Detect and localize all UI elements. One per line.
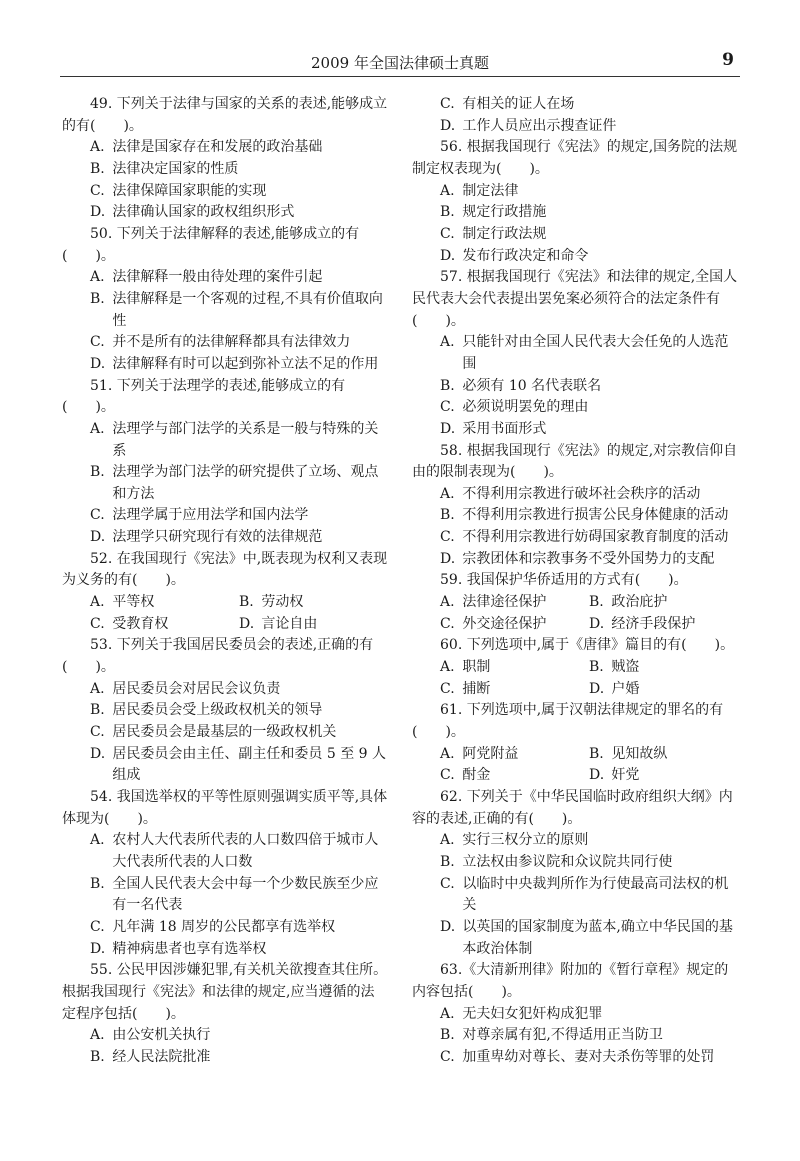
option-a <box>412 830 738 852</box>
option-label: A. <box>90 269 105 286</box>
option-text: 法律保障国家职能的实现 <box>112 182 267 199</box>
option-text: 法律解释是一个客观的过程,不具有价值取向性 <box>112 290 383 329</box>
option-text: 实行三权分立的原则 <box>462 832 589 849</box>
header-title: 2009 年全国法律硕士真题 <box>311 54 489 72</box>
option-label: C. <box>440 529 455 546</box>
option-text: 法律决定国家的性质 <box>112 160 239 177</box>
option-label: A. <box>440 485 455 502</box>
option-a <box>62 1025 388 1047</box>
question-51 <box>62 376 388 549</box>
option-text: 居民委员会由主任、副主任和委员 5 至 9 人组成 <box>112 745 387 784</box>
option-a <box>412 1004 738 1026</box>
option-c <box>412 224 738 246</box>
option-text: 法律途径保护 <box>462 594 547 611</box>
option-text: 农村人大代表所代表的人口数四倍于城市人大代表所代表的人口数 <box>112 832 379 870</box>
option-text: 酎金 <box>462 767 491 784</box>
option-text: 法律确认国家的政权组织形式 <box>112 204 295 221</box>
option-a <box>440 592 589 614</box>
option-a <box>412 484 738 506</box>
option-text: 居民委员会是最基层的一级政权机关 <box>112 724 337 741</box>
option-label: A. <box>90 680 105 697</box>
option-label: B. <box>90 875 105 892</box>
option-label: C. <box>440 875 455 892</box>
option-c <box>62 332 388 354</box>
option-c <box>440 614 589 636</box>
question-60 <box>412 635 738 700</box>
option-label: A. <box>90 420 105 437</box>
option-d <box>62 202 388 224</box>
option-a <box>412 332 738 375</box>
option-label: C. <box>440 96 455 112</box>
question-50 <box>62 224 388 376</box>
option-b <box>589 657 738 679</box>
option-label: A. <box>90 594 105 611</box>
option-label: C. <box>90 918 105 935</box>
option-d <box>589 765 738 787</box>
option-text: 必须说明罢免的理由 <box>462 399 589 416</box>
option-row <box>412 657 738 679</box>
option-text: 职制 <box>462 659 491 676</box>
option-label: C. <box>440 1048 455 1065</box>
option-a <box>412 181 738 203</box>
question-stem: 51. 下列关于法理学的表述,能够成立的有( )。 <box>62 377 346 416</box>
option-text: 平等权 <box>112 594 155 611</box>
option-text: 奸党 <box>611 767 640 784</box>
option-text: 法律是国家存在和发展的政治基础 <box>112 139 323 156</box>
question-55-continued <box>412 94 738 137</box>
option-text: 法理学为部门法学的研究提供了立场、观点和方法 <box>112 464 379 502</box>
option-c <box>62 505 388 527</box>
question-stem: 53. 下列关于我国居民委员会的表述,正确的有( )。 <box>62 637 374 676</box>
option-b <box>62 1047 388 1069</box>
option-text: 由公安机关执行 <box>112 1027 211 1044</box>
option-d <box>412 549 738 571</box>
option-b <box>589 744 738 766</box>
option-row <box>412 765 738 787</box>
option-text: 以英国的国家制度为蓝本,确立中华民国的基本政治体制 <box>462 918 733 957</box>
option-label: C. <box>440 615 455 632</box>
option-label: D. <box>589 615 605 632</box>
question-53 <box>62 635 388 787</box>
option-label: A. <box>440 334 455 351</box>
question-stem: 61. 下列选项中,属于汉朝法律规定的罪名的有( )。 <box>412 702 724 741</box>
option-c <box>440 765 589 787</box>
option-text: 法律解释有时可以起到弥补立法不足的作用 <box>112 355 379 372</box>
option-c <box>62 181 388 203</box>
option-label: B. <box>589 594 604 611</box>
option-label: B. <box>90 160 105 177</box>
option-text: 言论自由 <box>261 615 318 632</box>
option-label: C. <box>440 399 455 416</box>
option-text: 经济手段保护 <box>611 615 696 632</box>
option-label: A. <box>440 1005 455 1022</box>
option-label: C. <box>90 615 105 632</box>
option-text: 受教育权 <box>112 615 169 632</box>
option-label: C. <box>440 767 455 784</box>
option-text: 采用书面形式 <box>462 420 547 437</box>
option-label: D. <box>440 247 456 264</box>
option-label: B. <box>90 464 105 481</box>
option-label: D. <box>90 940 106 957</box>
question-stem: 49. 下列关于法律与国家的关系的表述,能够成立的有( )。 <box>62 96 388 134</box>
option-a <box>440 744 589 766</box>
option-text: 捕断 <box>462 680 491 697</box>
option-c <box>440 679 589 701</box>
option-b <box>239 592 388 614</box>
option-text: 全国人民代表大会中每一个少数民族至少应有一名代表 <box>112 875 379 914</box>
option-text: 无夫妇女犯奸构成犯罪 <box>462 1005 603 1022</box>
option-c <box>412 397 738 419</box>
option-b <box>589 592 738 614</box>
option-text: 加重卑幼对尊长、妻对夫杀伤等罪的处罚 <box>462 1048 715 1065</box>
question-stem: 59. 我国保护华侨适用的方式有( )。 <box>440 572 688 589</box>
option-text: 贼盗 <box>611 659 640 676</box>
option-text: 对尊亲属有犯,不得适用正当防卫 <box>462 1027 663 1044</box>
option-d <box>62 939 388 961</box>
option-b <box>412 852 738 874</box>
option-label: C. <box>440 680 455 697</box>
option-text: 精神病患者也享有选举权 <box>112 940 267 957</box>
question-stem: 52. 在我国现行《宪法》中,既表现为权利又表现为义务的有( )。 <box>62 550 388 589</box>
option-text: 法理学只研究现行有效的法律规范 <box>112 529 323 546</box>
option-label: A. <box>440 182 455 199</box>
option-text: 户婚 <box>611 680 640 697</box>
option-b <box>412 505 738 527</box>
option-label: B. <box>440 853 455 870</box>
option-b <box>412 202 738 224</box>
option-label: B. <box>589 659 604 676</box>
option-row <box>412 744 738 766</box>
option-label: B. <box>90 290 105 307</box>
option-row <box>412 614 738 636</box>
question-stem: 56. 根据我国现行《宪法》的规定,国务院的法规制定权表现为( )。 <box>412 139 738 177</box>
option-text: 外交途径保护 <box>462 615 547 632</box>
option-text: 居民委员会受上级政权机关的领导 <box>112 702 323 719</box>
option-label: B. <box>440 1027 455 1044</box>
option-b <box>412 1025 738 1047</box>
option-label: B. <box>440 507 455 524</box>
question-stem: 58. 根据我国现行《宪法》的规定,对宗教信仰自由的限制表现为( )。 <box>412 442 738 481</box>
option-d <box>62 527 388 549</box>
option-label: B. <box>440 204 455 221</box>
option-text: 凡年满 18 周岁的公民都享有选举权 <box>112 918 336 935</box>
option-text: 只能针对由全国人民代表大会任免的人选范围 <box>462 334 729 372</box>
option-label: B. <box>589 745 604 762</box>
option-text: 阿党附益 <box>462 745 519 762</box>
option-label: C. <box>90 334 105 351</box>
option-row <box>412 679 738 701</box>
option-b <box>62 462 388 505</box>
option-a <box>62 419 388 462</box>
option-text: 法理学属于应用法学和国内法学 <box>112 507 309 524</box>
left-column <box>62 94 388 1069</box>
option-label: D. <box>239 615 255 632</box>
option-label: A. <box>90 1027 105 1044</box>
option-label: D. <box>440 550 456 567</box>
option-b <box>412 376 738 398</box>
question-49 <box>62 94 388 224</box>
option-text: 法律解释一般由待处理的案件引起 <box>112 269 323 286</box>
question-59 <box>412 570 738 635</box>
option-label: B. <box>90 702 105 719</box>
option-c <box>412 874 738 917</box>
option-d <box>412 246 738 268</box>
question-57 <box>412 267 738 440</box>
question-stem: 63.《大清新刑律》附加的《暂行章程》规定的内容包括( )。 <box>412 962 729 1000</box>
option-text: 制定行政法规 <box>462 225 547 242</box>
question-stem: 60. 下列选项中,属于《唐律》篇目的有( )。 <box>440 637 735 654</box>
option-text: 不得利用宗教进行损害公民身体健康的活动 <box>462 507 729 524</box>
option-d <box>62 354 388 376</box>
option-text: 以临时中央裁判所作为行使最高司法权的机关 <box>462 875 729 914</box>
option-text: 规定行政措施 <box>462 204 547 221</box>
option-label: D. <box>589 767 605 784</box>
option-c <box>412 94 738 116</box>
option-text: 政治庇护 <box>611 594 668 611</box>
option-d <box>589 679 738 701</box>
option-text: 居民委员会对居民会议负责 <box>112 680 281 697</box>
option-a <box>62 137 388 159</box>
question-56 <box>412 137 738 267</box>
option-label: A. <box>440 832 455 849</box>
option-label: D. <box>90 204 106 221</box>
question-stem: 54. 我国选举权的平等性原则强调实质平等,具体体现为( )。 <box>62 789 388 827</box>
option-label: C. <box>90 182 105 199</box>
option-label: A. <box>440 659 455 676</box>
option-text: 制定法律 <box>462 182 519 199</box>
question-stem: 50. 下列关于法律解释的表述,能够成立的有( )。 <box>62 225 360 264</box>
page-number: 9 <box>722 50 734 70</box>
option-d <box>239 614 388 636</box>
option-label: D. <box>589 680 605 697</box>
option-b <box>62 159 388 181</box>
option-label: D. <box>440 918 456 935</box>
question-stem: 57. 根据我国现行《宪法》和法律的规定,全国人民代表大会代表提出罢免案必须符合的法定条件有( )。 <box>412 269 738 329</box>
option-label: D. <box>440 420 456 437</box>
option-a <box>62 267 388 289</box>
option-a <box>440 657 589 679</box>
option-label: D. <box>440 117 456 134</box>
option-label: A. <box>90 139 105 156</box>
page-header <box>60 50 740 77</box>
option-text: 经人民法院批准 <box>112 1048 211 1065</box>
question-58 <box>412 441 738 571</box>
question-stem: 55. 公民甲因涉嫌犯罪,有关机关欲搜查其住所。根据我国现行《宪法》和法律的规定,应当遵循的法定程序包括( )。 <box>62 962 388 1022</box>
option-text: 宗教团体和宗教事务不受外国势力的支配 <box>462 550 715 567</box>
option-text: 发布行政决定和命令 <box>462 247 589 264</box>
option-text: 立法权由参议院和众议院共同行使 <box>462 853 673 870</box>
option-d <box>412 419 738 441</box>
option-label: D. <box>90 529 106 546</box>
option-text: 必须有 10 名代表联名 <box>462 377 602 394</box>
option-d <box>412 116 738 138</box>
option-b <box>62 289 388 332</box>
option-row <box>62 592 388 614</box>
question-63 <box>412 960 738 1068</box>
option-label: D. <box>90 355 106 372</box>
option-label: C. <box>90 724 105 741</box>
option-label: C. <box>440 225 455 242</box>
question-stem: 62. 下列关于《中华民国临时政府组织大纲》内容的表述,正确的有( )。 <box>412 789 733 827</box>
option-d <box>412 917 738 960</box>
option-text: 不得利用宗教进行妨碍国家教育制度的活动 <box>462 529 729 546</box>
option-c <box>412 527 738 549</box>
option-d <box>62 744 388 787</box>
option-a <box>62 679 388 701</box>
option-text: 见知故纵 <box>611 745 668 762</box>
option-a <box>62 830 388 873</box>
option-c <box>90 614 239 636</box>
option-c <box>62 917 388 939</box>
question-54 <box>62 787 388 960</box>
option-c <box>412 1047 738 1069</box>
option-text: 有相关的证人在场 <box>462 96 575 112</box>
option-label: D. <box>90 745 106 762</box>
option-b <box>62 700 388 722</box>
question-61 <box>412 700 738 787</box>
option-c <box>62 722 388 744</box>
option-label: B. <box>90 1048 105 1065</box>
question-52 <box>62 549 388 636</box>
option-row <box>412 592 738 614</box>
option-text: 工作人员应出示搜查证件 <box>462 117 617 134</box>
option-label: A. <box>90 832 105 849</box>
option-row <box>62 614 388 636</box>
option-text: 法理学与部门法学的关系是一般与特殊的关系 <box>112 420 379 459</box>
question-55 <box>62 960 388 1068</box>
option-label: B. <box>239 594 254 611</box>
option-label: A. <box>440 594 455 611</box>
option-b <box>62 874 388 917</box>
option-d <box>589 614 738 636</box>
option-text: 劳动权 <box>261 594 304 611</box>
option-text: 并不是所有的法律解释都具有法律效力 <box>112 334 351 351</box>
option-label: C. <box>90 507 105 524</box>
option-label: A. <box>440 745 455 762</box>
option-text: 不得利用宗教进行破坏社会秩序的活动 <box>462 485 701 502</box>
right-column <box>412 94 738 1069</box>
option-a <box>90 592 239 614</box>
question-62 <box>412 787 738 960</box>
option-label: B. <box>440 377 455 394</box>
